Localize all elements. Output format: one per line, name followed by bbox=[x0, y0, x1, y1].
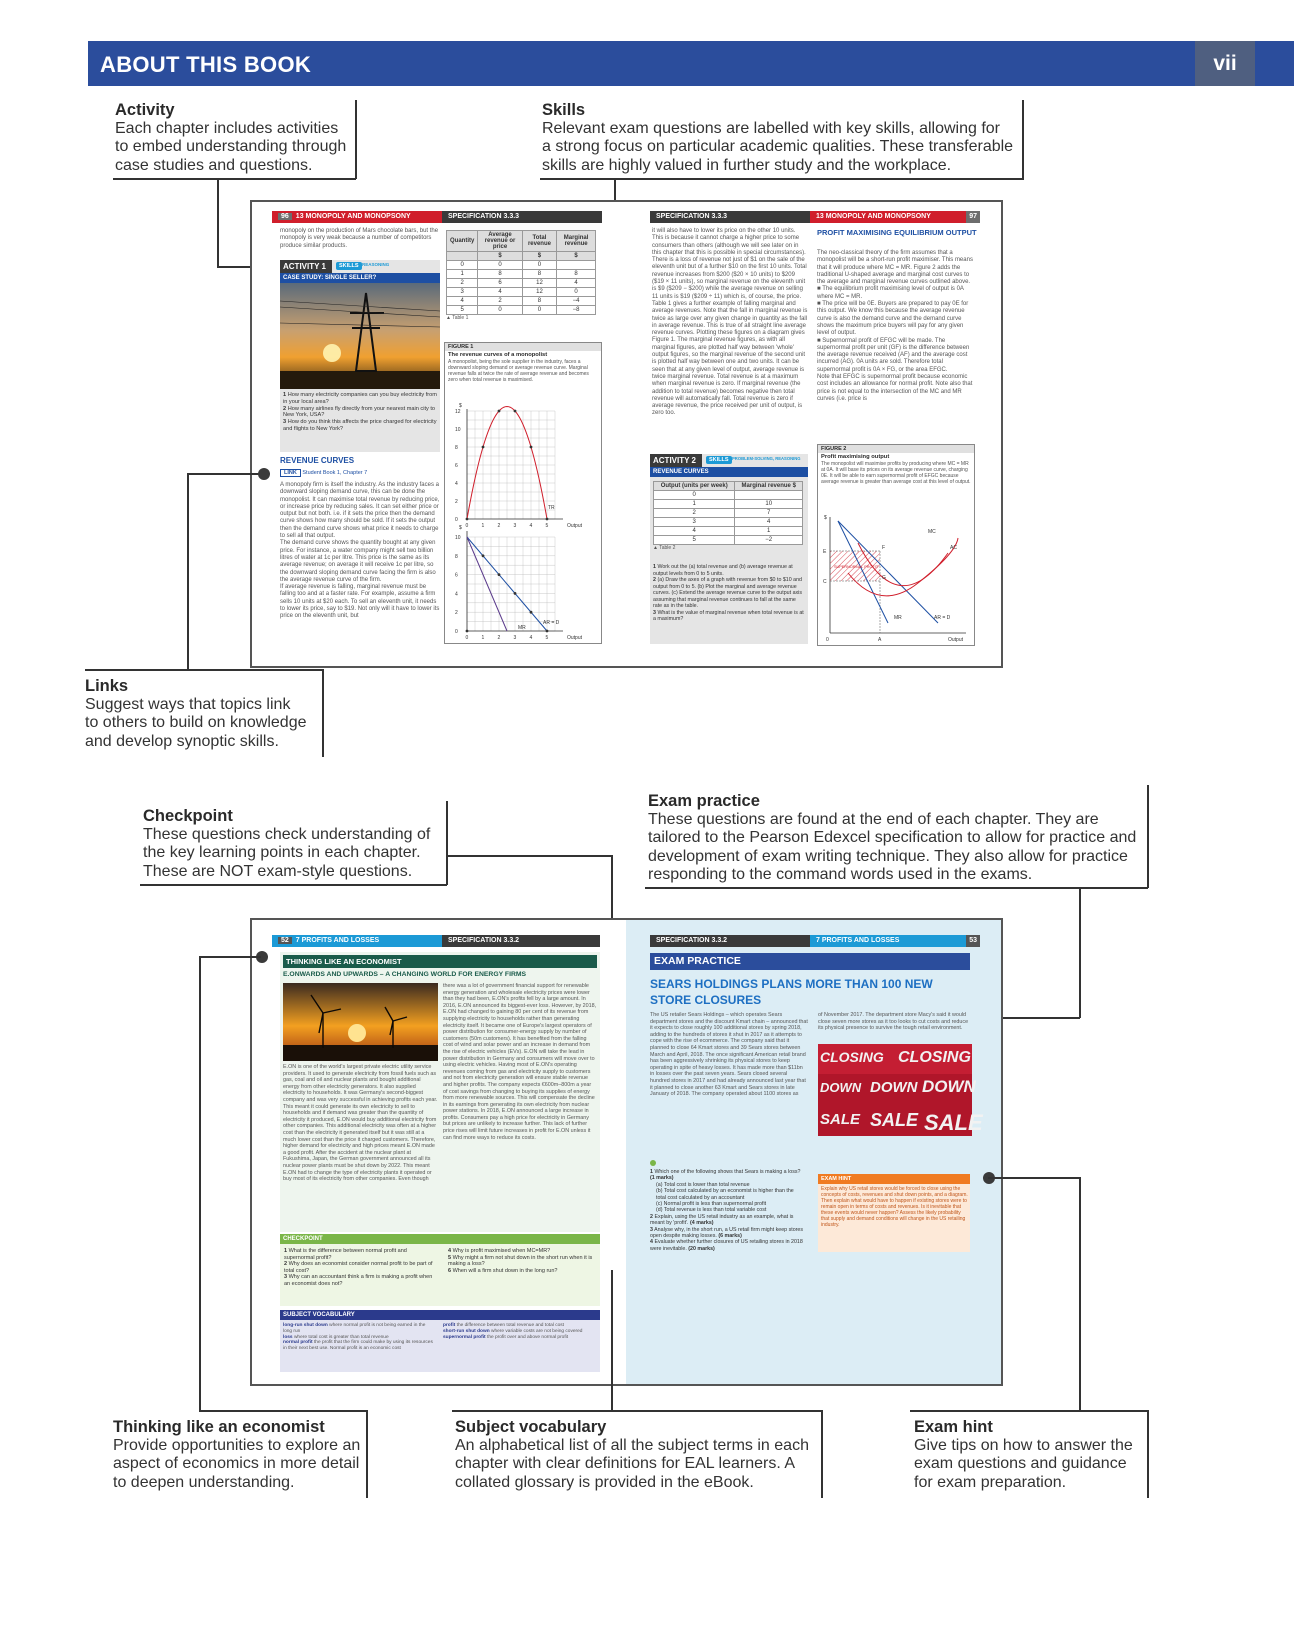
profit-max-heading: PROFIT MAXIMISING EQUILIBRIUM OUTPUT bbox=[817, 228, 977, 237]
thinking-body-left: E.ON is one of the world's largest private electric utility service providers. It used to generate electricity from fossil fuels such as gas, coal and oil and nuclear plants and bought additional energy from other electricity generators. It also supplied electricity to households. It was Germany's second-biggest company and was very successful in achieving profits each year. This meant it could generate its own electricity to sell to households and if demand was greater than the quantity of electricity it produced, E.ON would buy additional electricity from other companies. This additional electricity was often at a higher cost than the electricity it generated itself but it was still at a much lower cost than the price it charged customers. Therefore, higher demand for electricity and high prices meant E.ON made a good profit. After the accident at the nuclear plant at Fukushima, Japan, the German government announced all its nuclear power plants must be shut down by 2022. This meant E.ON had to change the type of electricity plants it operated or buy most of its electricity from other companies. Even though bbox=[283, 1064, 438, 1183]
svg-text:F: F bbox=[882, 545, 886, 551]
callout-checkpoint bbox=[143, 807, 443, 881]
skills-badge: SKILLS bbox=[336, 262, 362, 270]
chapter-bar: 96 13 MONOPOLY AND MONOPSONY bbox=[272, 211, 442, 223]
svg-text:CLOSING: CLOSING bbox=[820, 1049, 884, 1065]
callout-line: Provide opportunities to explore an bbox=[113, 1436, 361, 1454]
spec-bar: SPECIFICATION 3.3.2 bbox=[650, 935, 810, 947]
y-axis-label: $ bbox=[459, 403, 462, 409]
svg-text:AR = D: AR = D bbox=[934, 615, 951, 621]
svg-text:C: C bbox=[823, 579, 827, 585]
spread-profits bbox=[250, 918, 1003, 1386]
y-tick-label: 6 bbox=[455, 572, 458, 579]
x-tick-label: 1 bbox=[481, 523, 485, 529]
checkpoint-questions-left: 1 What is the difference between normal profit and supernormal profit? 2 Why does an economist consider normal profit to be part of total cost? 3 Why can an accountant think a firm is making a profit when an economist does not? bbox=[284, 1248, 433, 1287]
x-tick-label: 2 bbox=[497, 523, 501, 529]
callout-line: a strong focus on particular academic qualities. These transferable bbox=[542, 138, 1014, 155]
callout-line: to embed understanding through bbox=[115, 138, 347, 155]
y-tick-label: 2 bbox=[455, 499, 458, 505]
callout-links bbox=[85, 677, 320, 751]
page-number: vii bbox=[1195, 41, 1255, 86]
svg-text:DOWN: DOWN bbox=[870, 1079, 918, 1096]
svg-text:Output: Output bbox=[948, 637, 964, 643]
callout-line: to deepen understanding. bbox=[113, 1473, 295, 1491]
thinking-box bbox=[280, 952, 600, 1232]
svg-text:DOWN: DOWN bbox=[922, 1077, 976, 1096]
activity-2-box bbox=[650, 454, 808, 644]
ar-point bbox=[466, 630, 469, 633]
x-tick-label: 4 bbox=[529, 523, 533, 529]
x-axis-label: Output bbox=[567, 523, 583, 529]
svg-text:MC: MC bbox=[928, 529, 936, 535]
x-tick-label: 0 bbox=[465, 523, 469, 529]
chapter-bar: 13 MONOPOLY AND MONOPSONY 97 bbox=[810, 211, 980, 223]
svg-text:E: E bbox=[823, 549, 827, 555]
svg-text:0: 0 bbox=[826, 637, 829, 643]
ar-point bbox=[514, 592, 517, 595]
callout-line: collated glossary is provided in the eBook. bbox=[455, 1473, 754, 1491]
callout-line: to others to build on knowledge bbox=[85, 714, 307, 731]
checkpoint-questions-right: 4 Why is profit maximised when MC=MR? 5 Why might a firm not shut down in the short run when it is making a loss? 6 When will a firm shut down in the long run? bbox=[448, 1248, 593, 1274]
skills-badge: SKILLS bbox=[706, 456, 732, 464]
svg-text:SALE: SALE bbox=[870, 1110, 919, 1130]
callout-title: Thinking like an economist bbox=[113, 1418, 325, 1436]
activity-questions: 1 How many electricity companies can you buy electricity from in your local area? 2 How many airlines fly directly from your nearest main city to New York, USA? 3 How do you think this affects the price charged for electricity and flights to New York? bbox=[283, 392, 437, 432]
callout-vocabulary bbox=[455, 1418, 817, 1492]
exam-hint-label: EXAM HINT bbox=[818, 1174, 970, 1184]
table-caption: ▲ Table 1 bbox=[446, 315, 469, 321]
x-axis-label: Output bbox=[567, 635, 583, 641]
exam-body-left: The US retailer Sears Holdings – which operates Sears department stores and the discount Kmart chain – announced that it expects to close roughly 100 additional stores by spring 2018, adding to the hundreds of stores it shut in 2017 as it attempts to cope with the rise of ecommerce. The company said that it planned to close 64 Kmart stores and 39 Sears stores between March and April, 2018. The once significant American retail brand has been aggressively shrinking its physical stores to keep operating in spite of heavy losses. It has made more than $11bn in losses over the past seven years. Sears closed several hundred stores in 2017 and had already announced last year that it planned to close another 63 Kmart and Sears stores in late January of 2018. The company operated about 1100 stores as bbox=[650, 1012, 808, 1098]
table-2: Output (units per week) Marginal revenue $ 0 1 10 2 7 3 4 4 1 5 −2 ▲ Table 2 bbox=[653, 481, 803, 551]
callout-line: chapter with clear definitions for EAL learners. A bbox=[455, 1455, 796, 1472]
table-1: Quantity Average revenue or price Total revenue Marginal revenue $ $ $ 0 0 0 1 8 8 8 2 6 12 4 3 4 12 0 4 2 8 −4 5 0 0 −8 ▲ Table 1 bbox=[446, 230, 596, 321]
callout-line: Suggest ways that topics link bbox=[85, 695, 291, 713]
activity-bar: REVENUE CURVES bbox=[650, 467, 808, 477]
y-tick-label: 6 bbox=[455, 463, 458, 469]
mr-label: MR bbox=[518, 625, 526, 631]
x-tick-label: 2 bbox=[497, 635, 501, 641]
page-title: ABOUT THIS BOOK bbox=[100, 52, 312, 77]
callout-line: An alphabetical list of all the subject terms in each bbox=[455, 1436, 809, 1454]
spread-monopoly bbox=[250, 200, 1003, 668]
tr-label: TR bbox=[548, 505, 555, 511]
case-study-bar: CASE STUDY: SINGLE SELLER? bbox=[280, 273, 440, 283]
svg-text:SALE: SALE bbox=[820, 1111, 861, 1128]
revenue-body: A monopoly firm is itself the industry. As the industry faces a downward sloping demand curve, this can be done the monopolist. It can maximise total revenue by reducing price, or increase price by reducing sales. It can set either price or output but not both. i.e. if it sets the price then the demand curve shows how many should be sold. If it sets the output then the demand curve shows what price it needs to charge to sell all that output. The demand curve shows the quantity bought at any given price. For instance, a water company might sell two billion litres of water at 1c per litre. This price is the same as its average revenue; on average it will receive 1c per litre, so the downward sloping demand curve facing the firm is also the average revenue curve of the firm. If average revenue is falling, marginal revenue must be falling too and at a faster rate. For example, assume a firm sells 10 units at $20 each. To sell an eleventh unit, it needs to lower its price, say to $19. Not only will it have to lower its price on the eleventh unit, but bbox=[280, 482, 440, 620]
question-marker-icon bbox=[650, 1160, 656, 1166]
callout-line: aspect of economics in more detail bbox=[113, 1455, 360, 1472]
thinking-body-right: there was a lot of government financial support for renewable energy generation and wholesale electricity prices were lower than they had been, E.ON's profits fell by a large amount. In 2016, E.ON announced its biggest-ever loss. However, by 2018, E.ON had changed to gaining 80 per cent of its revenue from supplying electricity to households rather than generating electricity itself. It became one of Europe's largest operators of power distribution for consumer-energy supply by number of customers (50m customers). It has benefited from the falling cost of wind and solar power and an increase in demand from the rise of electric vehicles (EVs). E.ON will take the lead in power distribution in Germany and consumers will move over to using electric vehicles. Having most of E.ON's operating revenues coming from gas and electricity supply to customers and not from electricity generation will ensure stable revenue and higher profits. The company expects €600m–800m a year of cost savings from changing to buying its supplies of energy from more renewable sources. This will compensate the decline in its earnings from generating its own electricity from nuclear power stations. In 2018, E.ON announced a large increase in profits. Consumers pay a high price for electricity in Germany but prices are unlikely to increase further. This lack of further price rises will limit future increases in profit for E.ON unless it can find more ways to reduce its costs. bbox=[443, 983, 597, 1141]
y-tick-label: 10 bbox=[455, 535, 461, 541]
skills-value: PROBLEM-SOLVING, REASONING bbox=[732, 456, 801, 461]
y-tick-label: 2 bbox=[455, 610, 458, 617]
skills-value: REASONING bbox=[362, 262, 390, 267]
tr-point bbox=[514, 410, 517, 413]
y-tick-label: 10 bbox=[455, 427, 461, 433]
callout-thinking bbox=[113, 1418, 363, 1492]
wind-turbine-photo bbox=[283, 983, 438, 1061]
vocabulary-label: SUBJECT VOCABULARY bbox=[280, 1310, 600, 1320]
activity-1-box bbox=[280, 260, 440, 452]
table-caption: ▲ Table 2 bbox=[653, 545, 676, 551]
svg-text:AC: AC bbox=[950, 545, 957, 551]
ar-point bbox=[482, 554, 485, 557]
callout-line: case studies and questions. bbox=[115, 156, 313, 174]
callout-line: responding to the command words used in the exams. bbox=[648, 866, 1033, 883]
svg-text:A: A bbox=[878, 637, 882, 643]
callout-line: Give tips on how to answer the bbox=[914, 1436, 1133, 1454]
spec-bar: SPECIFICATION 3.3.3 bbox=[650, 211, 810, 223]
callout-line: These questions check understanding of bbox=[143, 825, 431, 843]
callout-title: Subject vocabulary bbox=[455, 1418, 607, 1436]
exam-title: SEARS HOLDINGS PLANS MORE THAN 100 NEW STORE CLOSURES bbox=[650, 977, 933, 1007]
pylon-sunset-photo bbox=[280, 283, 440, 389]
activity-label: ACTIVITY 1 bbox=[280, 260, 332, 273]
y-tick-label: 8 bbox=[455, 553, 458, 560]
callout-line: skills are highly valued in further study and the workplace. bbox=[542, 156, 952, 174]
figure-2: FIGURE 2 Profit maximising output The monopolist will maximise profits by producing where MC = MR at 0A. It will base its prices on its average revenue curve, charging 0E. It will be able to earn supernormal profit of EFGC because average revenue is greater than average cost at this level of output. $ Output MC AC MR AR = D E C F G A 0 SUPERNORMAL PROFIT bbox=[817, 444, 975, 646]
link-badge[interactable]: LINK Student Book 1, Chapter 7 bbox=[280, 470, 367, 476]
callout-title: Exam practice bbox=[648, 792, 760, 810]
exam-body-right: of November 2017. The department store Macy's said it would close seven more stores as it too looks to cut costs and reduce its physical presence to survive the tough retail environment. bbox=[818, 1012, 969, 1032]
callout-exam-practice bbox=[648, 792, 1148, 885]
callout-line: These are NOT exam-style questions. bbox=[143, 862, 413, 880]
callout-exam-hint bbox=[914, 1418, 1144, 1492]
figure-1: FIGURE 1 The revenue curves of a monopolist A monopolist, being the sole supplier in the industry, faces a downward sloping demand or average revenue curve. Marginal revenue falls at twice the rate of average revenue and becomes zero when total revenue is maximised. $ $ Output Output TR AR = D MR 12 10 8 6 4 2 0 10 8 6 4 2 0 0 0 1 1 2 2 3 3 4 4 5 5 bbox=[444, 342, 602, 644]
exam-practice-label: EXAM PRACTICE bbox=[650, 953, 970, 970]
vocabulary-box bbox=[280, 1310, 600, 1372]
ar-point bbox=[546, 630, 549, 633]
chapter-bar: 52 7 PROFITS AND LOSSES bbox=[272, 935, 442, 947]
callout-title: Checkpoint bbox=[143, 807, 233, 825]
callout-line: These questions are found at the end of each chapter. They are bbox=[648, 810, 1099, 828]
callout-line: development of exam writing technique. They also allow for practice bbox=[648, 847, 1128, 865]
checkpoint-box bbox=[280, 1234, 600, 1306]
figure-1-chart bbox=[445, 401, 601, 641]
callout-line: and develop synoptic skills. bbox=[85, 732, 279, 750]
spec-bar: SPECIFICATION 3.3.3 bbox=[442, 211, 602, 223]
callout-title: Skills bbox=[542, 101, 586, 119]
y-tick-label: 4 bbox=[455, 481, 458, 487]
svg-text:MR: MR bbox=[894, 615, 902, 621]
chapter-bar: 7 PROFITS AND LOSSES 53 bbox=[810, 935, 980, 947]
tr-point bbox=[498, 410, 501, 413]
ar-point bbox=[530, 611, 533, 614]
exam-hint-text: Explain why US retail stores would be forced to close using the concepts of costs, revenues and shut down points, and a diagram. Then explain what would have to happen if existing stores were to remain open in terms of costs and revenues. Is it inevitable that these events would never happen? Assess the likely probability that supply and demand conditions will change in the US retailing industry. bbox=[821, 1186, 968, 1228]
checkpoint-label: CHECKPOINT bbox=[280, 1234, 600, 1244]
svg-text:DOWN: DOWN bbox=[820, 1080, 862, 1095]
x-tick-label: 5 bbox=[545, 635, 549, 641]
x-tick-label: 0 bbox=[465, 635, 469, 641]
ar-point bbox=[498, 573, 501, 576]
callout-activity bbox=[115, 101, 365, 175]
y-tick-label: 4 bbox=[455, 591, 458, 598]
x-tick-label: 5 bbox=[545, 523, 549, 529]
activity-label: ACTIVITY 2 bbox=[650, 454, 702, 467]
thinking-title: E.ONWARDS AND UPWARDS – A CHANGING WORLD FOR ENERGY FIRMS bbox=[283, 971, 527, 978]
callout-line: tailored to the Pearson Edexcel specification to allow for practice and bbox=[648, 829, 1137, 846]
callout-skills bbox=[542, 101, 1022, 175]
right-body: it will also have to lower its price on the other 10 units. This is because it cannot charge a higher price to some consumers than others (although we will see later on in this chapter that this is possible in special circumstances). There is a loss of revenue not just of $1 on the sale of the eleventh unit but of a further $10 on the first 10 units. Total revenue increases from $200 ($20 × 10 units) to $209 ($19 × 11 units), so marginal revenue on the eleventh unit is $9 ($209 − $200) while the average revenue on selling 11 units is $19 ($209 ÷ 11) which is, of course, the price. Table 1 gives a further example of falling marginal and average revenues. Note that the fall in marginal revenue is twice as large over any given change in quantity as the fall in average revenue. This is true of all straight line average revenue curves. Plotting these figures on a diagram gives Figure 1. The marginal revenue figures, as with all marginal figures, are plotted half way between 'whole' output figures, so the marginal revenue of the second unit is plotted half way between one and two units. It can be seen that at any given level of output, average revenue is twice marginal revenue. Total revenue is at a maximum when marginal revenue is zero. If marginal revenue (the addition to total revenue) becomes negative then total revenue will automatically fall. Total revenue is zero if average revenue, the price received per unit of output, is zero too. bbox=[652, 228, 808, 417]
thinking-label: THINKING LIKE AN ECONOMIST bbox=[283, 955, 597, 968]
header-bar-tail bbox=[1255, 41, 1294, 86]
callout-title: Activity bbox=[115, 101, 175, 119]
y-tick-label: 0 bbox=[455, 629, 458, 635]
ar-label: AR = D bbox=[543, 620, 560, 626]
svg-text:SALE: SALE bbox=[924, 1110, 983, 1135]
spec-bar: SPECIFICATION 3.3.2 bbox=[442, 935, 600, 947]
profit-max-body: The neo-classical theory of the firm assumes that a monopolist will be a short-run profit maximiser. This means that it will produce where MC = MR. Figure 2 adds the traditional U-shaped average and marginal cost curves to the average and marginal revenue curves outlined above. ■ The equilibrium profit maximising level of output is 0A where MC = MR. ■ The price will be 0E. Buyers are prepared to pay 0E for this output. We know this because the average revenue curve is also the demand curve and the demand curve shows the maximum price buyers will pay for any given level of output. ■ Supernormal profit of EFGC will be made. The supernormal profit per unit (GF) is the difference between the average revenue received (AF) and the average cost incurred (AG). 0A units are sold. Therefore total supernormal profit is 0A × FG, or the area EFGC. Note that EFGC is supernormal profit because economic cost includes an allowance for normal profit. Note also that price is not equal to the intersection of the MC and MR curves (i.e. price is bbox=[817, 250, 973, 402]
callout-line: the key learning points in each chapter. bbox=[143, 844, 421, 861]
vocabulary-right: profit the difference between total revenue and total cost short-run shut down where variable costs are not being covered supernormal profit the profit over and above normal profit bbox=[443, 1323, 583, 1340]
callout-title: Exam hint bbox=[914, 1418, 993, 1436]
callout-line: Each chapter includes activities bbox=[115, 119, 339, 137]
callout-line: for exam preparation. bbox=[914, 1473, 1067, 1491]
y-tick-label: 12 bbox=[455, 409, 461, 415]
callout-line: exam questions and guidance bbox=[914, 1455, 1127, 1472]
vocabulary-left: long-run shut down where normal profit is not being earned in the long run loss where total cost is greater than total revenue normal profit the profit that the firm could make by using its resources in their next best use. Normal profit is an economic cost bbox=[283, 1323, 433, 1352]
x-tick-label: 1 bbox=[481, 635, 485, 641]
y-axis-label: $ bbox=[459, 525, 462, 531]
svg-text:SUPERNORMAL PROFIT: SUPERNORMAL PROFIT bbox=[834, 565, 879, 569]
tr-point bbox=[530, 446, 533, 449]
closing-down-sale-photo bbox=[818, 1044, 983, 1136]
x-tick-label: 3 bbox=[513, 635, 517, 641]
svg-text:$: $ bbox=[824, 515, 827, 521]
intro-text: monopoly on the production of Mars chocolate bars, but the monopoly is very weak because a number of competitors produce similar products. bbox=[280, 228, 439, 249]
figure-2-chart bbox=[818, 513, 974, 643]
x-tick-label: 3 bbox=[513, 523, 517, 529]
tr-point bbox=[546, 518, 549, 521]
callout-line: Relevant exam questions are labelled with key skills, allowing for bbox=[542, 119, 1000, 137]
exam-hint-box bbox=[818, 1174, 970, 1252]
y-tick-label: 8 bbox=[455, 445, 458, 451]
activity-questions: 1 Work out the (a) total revenue and (b) average revenue at output levels from 0 to 5 units. 2 (a) Draw the axes of a graph with revenue from $0 to $10 and output from 0 to 5. (b) Plot the marginal and average revenue curves. (c) Extend the average revenue curve to the output axis assuming that marginal revenue continues to fall at the same rate as in the table. 3 What is the value of marginal revenue when total revenue is at a maximum? bbox=[653, 564, 804, 622]
x-tick-label: 4 bbox=[529, 635, 533, 641]
svg-text:CLOSING: CLOSING bbox=[898, 1049, 971, 1066]
y-tick-label: 0 bbox=[455, 517, 458, 523]
svg-text:G: G bbox=[882, 575, 886, 581]
revenue-curves-heading: REVENUE CURVES bbox=[280, 456, 355, 465]
callout-title: Links bbox=[85, 677, 129, 695]
exam-questions: 1 Which one of the following shows that Sears is making a loss? (1 marks) (a) Total cost is lower than total revenue (b) Total cost calculated by an economist is higher than the total cost calculated by an accountant (c) Normal profit is less than supernormal profit (d) Total revenue is less than total variable cost 2 Explain, using the US retail industry as an example, what is meant by 'profit'. (4 marks) 3 Analyse why, in the short run, a US retail firm might keep stores open despite making losses. (6 marks) 4 Evaluate whether further closures of US retailing stores in 2018 were inevitable. (20 marks) bbox=[650, 1169, 804, 1252]
tr-point bbox=[466, 518, 469, 521]
tr-point bbox=[482, 446, 485, 449]
